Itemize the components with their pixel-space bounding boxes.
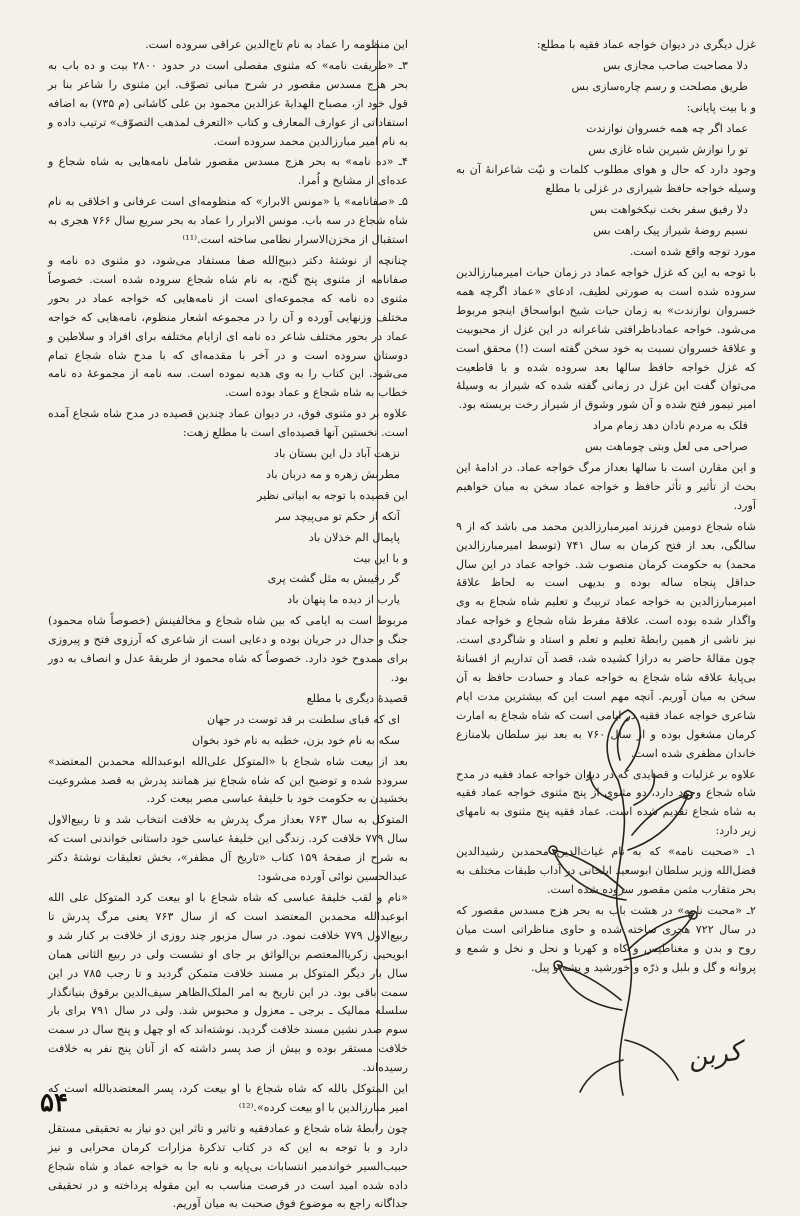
paragraph: و این مقارن است با سالها بعداز مرگ خواجه عماد. در ادامهٔ این بحث از تأثیر و تأثر حافظ و خواجه عماد سخن به میان خواهیم آورد.: [456, 461, 756, 512]
page-number: ۵۴: [40, 1088, 68, 1118]
paragraph: ۳ـ «طریقت نامه» که مثنوی مفصلی است در حدود ۲۸۰۰ بیت و ده باب به بحر هزج مسدس مقصور در شرح مبانی تصوّف. این مثنوی را شاعر بنا بر قول خود از، مصباح الهدایهٔ عزالدین محمود بن علی کاشانی (م ۷۳۵) به اضافه استفاداتی از عوارف المعارف و کتاب «التعرف لمذهب التصوّف» ترتیب داده و به نام امیر مبارزالدین محمد سروده است.: [48, 58, 409, 148]
paragraph: شاه شجاع دومین فرزند امیرمبارزالدین محمد می باشد که از ۹ سالگی، بعد از فتح کرمان به سال ۷۴۱ (توسط امیرمبارزالدین محمد) به حکومت کرمان منصوب شد. خواجه عماد در این سال حداقل پنجاه ساله بوده و بدیهی است به لحاظ علاقهٔ امیرمبارزالدین به خواجه عماد تربیتٌ و تعلیم شاه شجاع به وی واگذار شده بوده است. علاقهٔ مفرط شاه شجاع و خواجه عماد نیز ناشی از همین رابطهٔ تعلیم و تعلم و استاد و شاگردی است. چون مقالهٔ حاضر به درازا کشیده شد، قصد آن تداریم از افسانهٔ بی‌پایهٔ علاقه شاه شجاع به خواجه عماد و حسادت حافظ به آن سخن به میان آوریم. آنچه مهم است این که بیشترین مدت ایام شاعری خواجه عماد فقیه در ایامی است که شاه شجاع به امارت کرمان مشغول بوده و از سال ۷۶۰ به بعد نیز سلطان بلامنازع خاندان مظفری شده است.: [456, 519, 757, 760]
verse-line: عماد اگر چه همه خسروان نوازندت: [586, 121, 748, 135]
verse-line: ای که قبای سلطنت بر قد توست در جهان: [207, 712, 400, 726]
paragraph: و با این بیت: [353, 551, 408, 565]
paragraph: چون رابطهٔ شاه شجاع و عمادفقیه و تاثیر و تاثر این دو نیاز به تحقیقی مستقل دارد و با توجه به این که در کتاب تذکرهٔ مزارات کرمان محرابی و نیز حبیب‌السیر خواندمیر انتسابات بی‌پایه و نابه جا به خواجه عماد و شاه شجاع داده شده امید است در فرصت مناسب به این مقوله پرداخته و در تحقیقی جداگانه راجع به موضوع فوق صحبت به میان آوریم.: [48, 1121, 408, 1211]
left-column: [48, 36, 408, 1216]
verse-line: تو را نوازش شیرین شاه غازی بس: [588, 142, 748, 156]
verse-line: دلا مصاحبت صاحب مجازی بس: [603, 58, 748, 72]
verse-line: گر رقیبش به مثل گشت پری: [267, 572, 400, 586]
paragraph: و با بیت پایانی:: [686, 100, 756, 114]
paragraph: ۱ـ «صحبت نامه» که به نام غیاث‌الدین محمدبن رشیدالدین فضل‌الله وزیر سلطان ابوسعید ایلخانی در آداب طبقات مختلف به بحر متقارب مثمن مقصور سروده شده است.: [456, 845, 756, 896]
paragraph: ۲ـ «محبت نامه» در هشت باب به بحر هزج مسدس مقصور که در سال ۷۲۲ هجری ساخته شده و حاوی مناظراتی است میان روح و بدن و مغناطیس و کاه و کهربا و نحل و نخل و شمع و پروانه و گل و بلبل و ذرّه و خورشید و پشه و پیل.: [456, 903, 756, 974]
paragraph: علاوه بر غزلیات و قصایدی که در دیوان خواجه عماد فقیه در مدح شاه شجاع وجود دارد، دو مثنوی از پنج مثنوی خواجه عماد فقیه به شاه شجاع تقدیم شده است. عماد فقیه پنج مثنوی به نامهای زیر دارد:: [456, 767, 756, 838]
verse-line: یارب از دیده ما پنهان باد: [287, 593, 400, 607]
paragraph: ۵ـ «صفانامه» یا «مونس الابرار» که منظومه‌ای است عرفانی و اخلاقی به نام شاه شجاع در سه باب. مونس الابرار را عماد به بحر سریع سال ۷۶۶ هجری به استقبال از مخزن‌الاسرار نظامی ساخته است.⁽¹¹⁾: [48, 195, 408, 247]
paragraph: این المتوکل بالله که شاه شجاع با او بیعت کرد، پسر المعتضدبالله است که امیر مبارزالدین با او بیعت کرده».⁽¹²⁾: [48, 1082, 408, 1114]
verse-line: پایمال الم خذلان باد: [308, 530, 400, 544]
paragraph: این قصیده با توجه به ابیاتی نظیر: [257, 488, 408, 502]
paragraph: مربوط است به ایامی که بین شاه شجاع و مخالفینش (خصوصاً شاه محمود) جنگ و جدال در جریان بوده و دعایی است از شاعری که آرزوی فتح و پیروزی برای ممدوح خود دارد. خصوصاً که شاه محمود از طریقهٔ عدل و انصاف به دور بود.: [48, 614, 408, 684]
verse-line: فلک به مردم نادان دهد زمام مراد: [592, 419, 748, 433]
verse-line: صراحی می لعل وبتی چوماهت بس: [585, 440, 748, 454]
paragraph: بعد از بیعت شاه شجاع با «المتوکل علی‌الله ابوعبدالله محمدبن المعتضد» سروده شده و توضیح این که شاه شجاع نیز همانند پدرش به قصد مشروعیت بخشیدن به حکومت خود با خلیفهٔ عباسی مصر بیعت کرد.: [48, 754, 408, 806]
paragraph: «نام و لقب خلیفهٔ عباسی که شاه شجاع با او بیعت کرد المتوکل علی الله ابوعبدالله محمدبن المعتضد است که از سال ۷۶۳ یعنی مرگ پدرش تا ربیع‌الاول ۷۷۹ خلافت نمود. در سال مزبور چند روزی از خلافت بر کنار شد و ابویحیی زکریاالمعتصم بن‌الواثق بر جای او نشست ولی در ربیع الثانی همان سال بار دیگر المتوکل بر مسند خلافت متمکن گردید و تا رجب ۷۸۵ در این سمت باقی بود. در این تاریخ به امر الملک‌الظاهر سیف‌الدین برقوق بنیانگذار سلسله ممالیک ـ برجی ـ معزول و محبوس شد. ولی در سال ۷۹۱ برای بار سوم صدر نشین مسند خلافت گردید. نوشته‌اند که او چهل و پنج سال در سمت خلافت مستقر بوده و بیش از صد پسر داشته که از آنان پنج نفر به خلافت رسیده‌اند.: [48, 890, 408, 1075]
verse-line: نسیم روضهٔ شیراز پیک راهت بس: [593, 224, 748, 238]
paragraph: چنانچه از نوشتهٔ دکتر ذبیح‌الله صفا مستفاد می‌شود، دو مثنوی ده نامه و صفانامه از مثنوی پنج گنج، به نام شاه شجاع سروده شده است. خصوصاً مثنوی ده نامه که مجموعه‌ای است از نامه‌هایی که خواجه عماد در بحور مختلف وزنهایی آورده و آن را در مجموعه اشعار منظوم، نامه‌هایی که خواجه عماد در بحور مختلف شاعر ده نامه ای ازایام مختلفه برای افراد و سلاطین و دوستان سروده است و در آخر با مقدمه‌ای که با مدح شاه شجاع تمام می‌شود. این کتاب را به وی هدیه نموده است. سه نامه از مجموعهٔ ده نامه خطاب به شاه شجاع و عماد بوده است.: [48, 253, 408, 400]
paragraph: این منظومه را عماد به نام تاج‌الدین عراقی سروده است.: [145, 38, 408, 51]
verse-line: دلا رفیق سفر بخت نیکخواهت بس: [589, 203, 748, 217]
paragraph: ۴ـ «ده نامه» به بحر هزج مسدس مقصور شامل نامه‌هایی به شاه شجاع و عده‌ای از مشایخ و اُمرا.: [48, 155, 408, 188]
verse-line: نزهت آباد دل این بستان باد: [273, 447, 400, 461]
signature: کربن: [686, 1036, 744, 1074]
paragraph: مورد توجه واقع شده است.: [629, 245, 756, 259]
verse-line: طریق مصلحت و رسم چاره‌سازی بس: [571, 79, 748, 93]
verse-line: سکه به نام خود بزن، خطبه به نام خود بخوان: [191, 733, 400, 747]
paragraph: با توجه به این که غزل خواجه عماد در زمان حیات امیرمبارزالدین سروده شده است به صورتی لطیف، ادعای «عماد اگرچه همه خسروان نوازندت» به زمان حیات شیخ ابواسحاق اینجو مربوط می‌شود. خواجه عمادباظرافتی شاعرانه در این غزل از محبوبیت و علاقهٔ خسروان نسبت به خود سخن گفته است (!) محقق است که غزل خواجه حافظ سالها بعد سروده شده و با قاطعیت می‌توان گفت این غزل در زمانی گفته شده که شیراز به وسیلهٔ امیر تیمور فتح شده و آن شور وشوق از شیراز رخت بربسته بود.: [456, 265, 756, 412]
floral-ornament: [528, 700, 718, 1100]
paragraph: قصیدهٔ دیگری با مطلع: [306, 691, 408, 705]
paragraph: وجود دارد که حال و هوای مطلوب کلمات و نیّت شاعرانهٔ آن به وسیله خواجه حافظ شیرازی در غزلی با مطلع: [456, 163, 756, 196]
verse-line: آنکه از حکم تو می‌پیچد سر: [275, 509, 400, 523]
paragraph: علاوه بر دو مثنوی فوق، در دیوان عماد چندین قصیده در مدح شاه شجاع آمده است. نخستین آنها قصیده‌ای است با مطلع زهت:: [48, 407, 408, 440]
paragraph: المتوکل به سال ۷۶۳ بعداز مرگ پدرش به خلافت انتخاب شد و تا ربیع‌الاول سال ۷۷۹ خلافت کرد. زندگی این خلیفهٔ عباسی خود داستانی خواندنی است که به شرح از صفحهٔ ۱۵۹ کتاب «تاریخ آل مظفر»، بخش تعلیقات نوشتهٔ دکتر عبدالحسین نوائی آورده می‌شود:: [48, 813, 408, 884]
verse-line: مطربش زهره و مه دربان باد: [266, 467, 400, 481]
paragraph: غزل دیگری در دیوان خواجه عماد فقیه با مطلع:: [536, 38, 756, 51]
